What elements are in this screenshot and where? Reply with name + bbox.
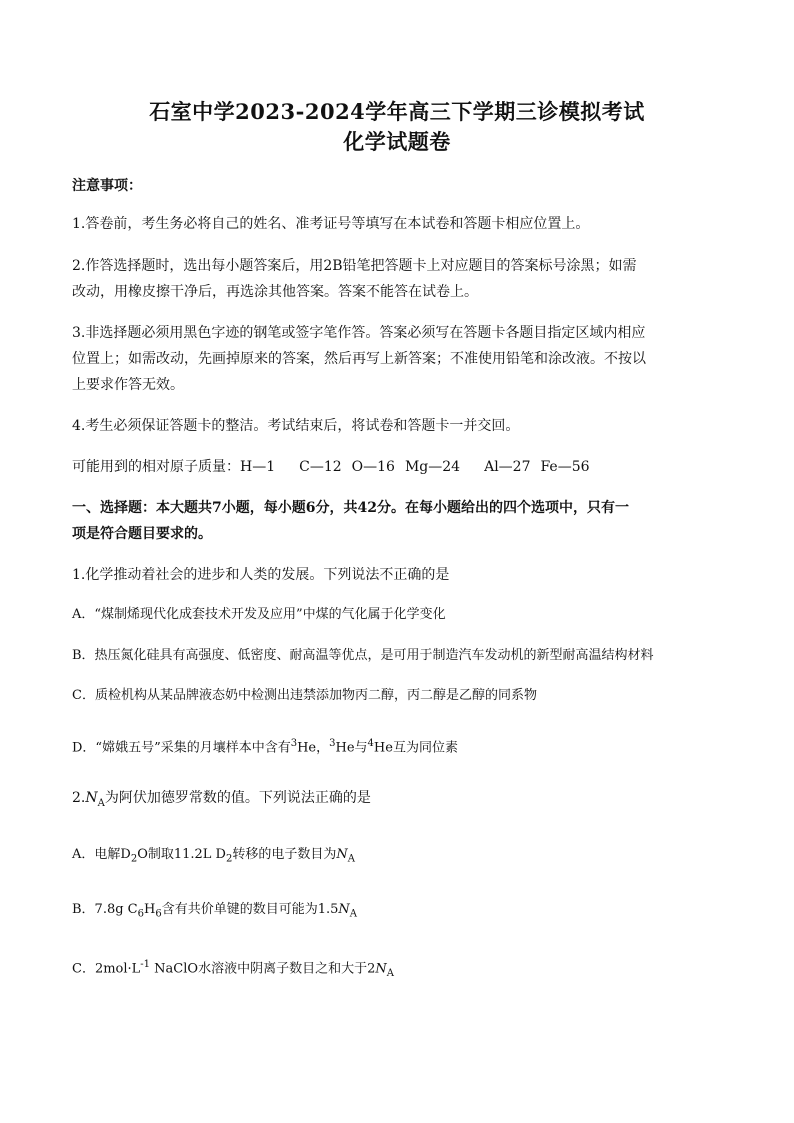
q2-a-subscript-2: 2 [225,853,233,865]
q2-a-middle: O制取11.2L D [137,847,226,862]
q2-b-na-subscript: A [349,908,358,920]
q1-d-mass-2: 3 [329,738,336,749]
exam-subtitle: 化学试题卷 [343,129,451,154]
q1-d-suffix: 互为同位素 [392,740,458,756]
q1-d-element-1: He [297,740,317,756]
q2-b-hydrogen: H [144,902,156,917]
q2-c-middle: NaClO水溶液中阴离子数目之和大于2 [150,961,376,977]
section-heading-line-2: 项是符合题目要求的。 [72,526,212,542]
q2-b-subscript-1: 6 [137,908,145,920]
notice-item-3: 3.非选择题必须用黑色字迹的钢笔或签字笔作答。答案必须写在答题卡各题目指定区域内相应 [72,325,646,341]
atomic-mass-mg: Mg—24 [404,459,461,475]
notice-item-3-cont-1: 位置上；如需改动，先画掉原来的答案，然后再写上新答案；不准使用铅笔和涂改液。不按以 [72,351,646,367]
q2-stem [72,788,724,814]
q1-option-c: C．质检机构从某品牌液态奶中检测出违禁添加物丙二醇，丙二醇是乙醇的同系物 [72,688,537,703]
q2-b-na-symbol: N [338,902,350,917]
q2-option-a [72,845,724,870]
q2-na-subscript: A [97,797,105,809]
q2-na-symbol: N [85,790,98,806]
q1-d-mass-3: 4 [367,738,374,749]
q1-d-mass-1: 3 [290,738,298,749]
q2-a-prefix: A．电解D [72,847,131,862]
q2-stem-text: 为阿伏加德罗常数的值。下列说法正确的是 [104,790,371,806]
q2-a-subscript-1: 2 [130,853,138,865]
atomic-mass-line [72,457,724,477]
atomic-mass-label: 可能用到的相对原子质量： [72,459,240,475]
atomic-mass-c: C—12 [299,459,342,475]
notice-item-4: 4.考生必须保证答题卡的整洁。考试结束后，将试卷和答题卡一并交回。 [72,418,520,434]
q2-b-prefix: B．7.8g C [72,902,138,917]
atomic-mass-h: H—1 [240,459,276,475]
q1-d-element-2: He与 [335,740,368,756]
section-heading-line-1: 一、选择题：本大题共7小题，每小题6分，共42分。在每小题给出的四个选项中，只有一 [72,500,629,516]
notice-item-2-cont: 改动，用橡皮擦干净后，再选涂其他答案。答案不能答在试卷上。 [72,284,478,300]
q2-a-na-symbol: N [336,847,348,862]
q2-b-suffix: 含有共价单键的数目可能为1.5 [161,902,339,917]
q2-a-suffix: 转移的电子数目为 [232,847,337,862]
q2-c-prefix: C．2mol·L [72,961,141,977]
notice-item-3-cont-2: 上要求作答无效。 [72,377,184,393]
q2-c-superscript: -1 [140,959,151,970]
q1-d-separator: ， [316,740,330,756]
atomic-mass-fe: Fe—56 [540,459,590,475]
atomic-mass-al: Al—27 [484,459,531,475]
q1-option-d [72,734,724,758]
q1-d-element-3: He [373,740,393,756]
q2-c-na-symbol: N [375,961,387,977]
notice-heading: 注意事项： [72,178,142,194]
q1-option-a: A．“煤制烯现代化成套技术开发及应用”中煤的气化属于化学变化 [72,607,446,622]
notice-item-1: 1.答卷前，考生务必将自己的姓名、准考证号等填写在本试卷和答题卡相应位置上。 [72,216,590,232]
q2-a-na-subscript: A [347,853,355,865]
q1-option-b: B．热压氮化硅具有高强度、低密度、耐高温等优点，是可用于制造汽车发动机的新型耐高温结构材料 [72,648,654,663]
exam-title: 石室中学2023-2024学年高三下学期三诊模拟考试 [149,99,645,124]
q2-number: 2. [72,790,86,806]
q2-option-c [72,955,724,984]
q2-c-na-subscript: A [386,967,394,979]
notice-item-2: 2.作答选择题时，选出每小题答案后，用2B铅笔把答题卡上对应题目的答案标号涂黑；如需 [72,258,637,274]
q2-b-subscript-2: 6 [155,908,162,920]
atomic-mass-o: O—16 [351,459,395,475]
q1-d-prefix: D．“嫦娥五号”采集的月壤样本中含有 [72,740,291,756]
q2-option-b [72,900,724,925]
q1-stem: 1.化学推动着社会的进步和人类的发展。下列说法不正确的是 [72,567,450,583]
